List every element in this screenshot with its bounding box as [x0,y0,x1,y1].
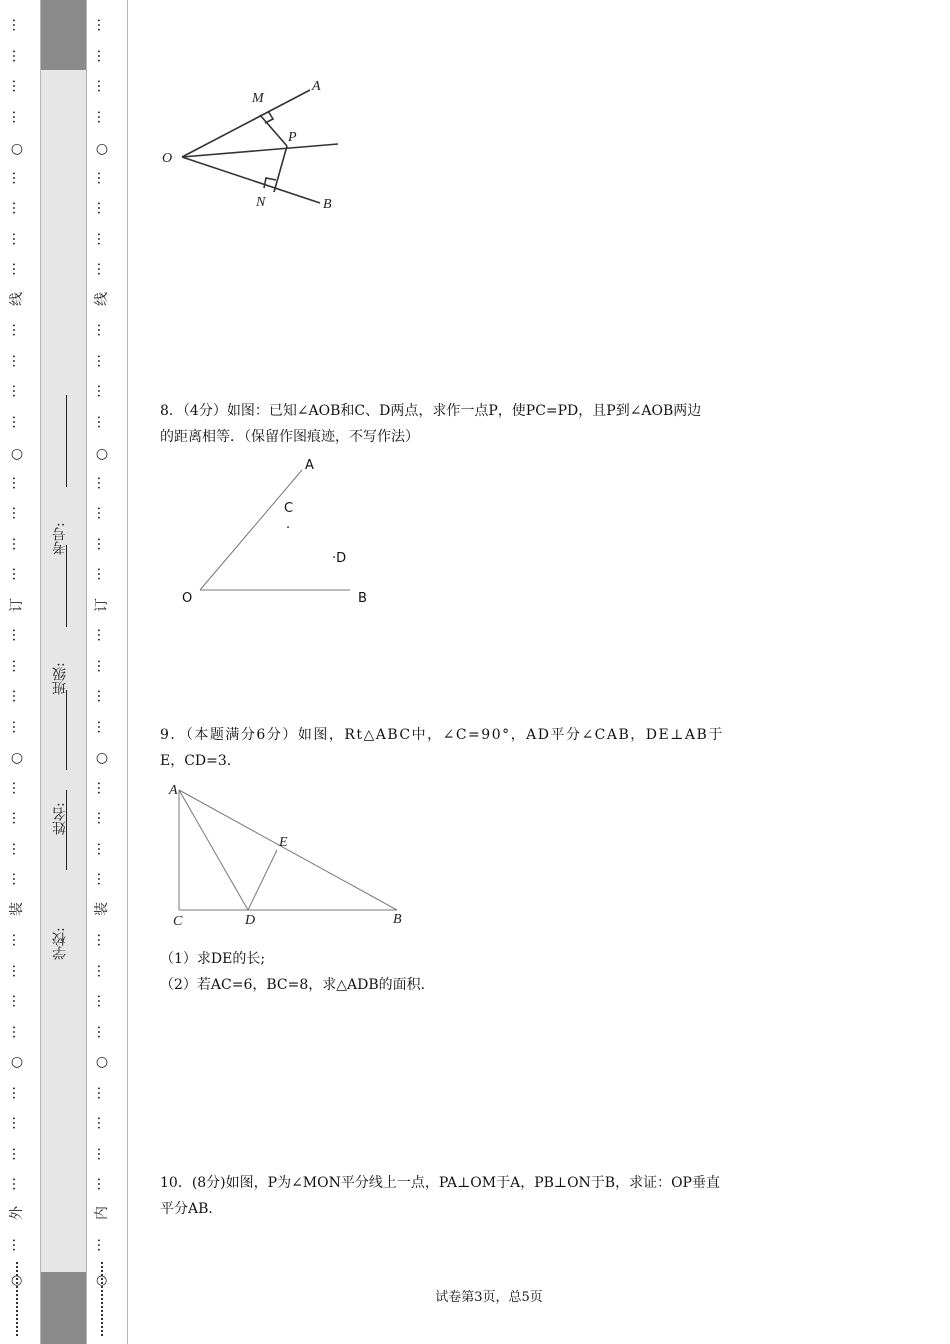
inner-binding-dots: … [94,537,110,551]
outer-binding-mark: 外 [9,1206,25,1220]
label-d-q9: D [245,913,256,928]
outer-binding-dots: … [9,720,25,734]
inner-binding-dots: … [94,1086,110,1100]
outer-binding-dots: … [9,232,25,246]
outer-binding-dots: … [9,201,25,215]
class-field [50,635,74,695]
label-o-q8: O [182,591,193,606]
outer-binding-mark: ○ [10,750,24,766]
inner-binding-dots: … [94,18,110,32]
outer-binding-dots: … [9,354,25,368]
inner-binding-tail-circle: ○ [96,1273,108,1288]
exam-no-field [50,495,74,555]
inner-binding-dots: … [94,659,110,673]
outer-binding-dots: … [9,1238,25,1252]
page-footer [0,1286,950,1305]
segment-mp [260,115,287,146]
question-10 [160,1170,800,1222]
label-c-q9: C [173,914,183,929]
inner-binding-dots: … [94,1025,110,1039]
outer-binding-dots: … [9,384,25,398]
outer-binding-dots: … [9,964,25,978]
label-d-q8: ·D [332,551,347,566]
question-9-line1: 9．（本题满分6分）如图，Rt△ABC中，∠C=90°，AD平分∠CAB，DE⊥AB于 [160,727,724,743]
margin-divider-right [127,0,128,1344]
outer-binding-tail-circle: ○ [11,1273,23,1288]
inner-binding-dots: … [94,1147,110,1161]
margin-divider-left [40,0,41,1344]
outer-binding-mark: ○ [10,446,24,462]
inner-binding-dots: … [94,964,110,978]
outer-binding-dots: … [9,1147,25,1161]
outer-binding-mark: 装 [9,902,25,916]
inner-binding-dots: … [94,781,110,795]
ray-ob [182,157,320,203]
inner-binding-dots: … [94,1238,110,1252]
outer-binding-dots: … [9,1086,25,1100]
inner-binding-mark: ○ [95,750,109,766]
outer-binding-dots: … [9,689,25,703]
outer-binding-dots: … [9,537,25,551]
inner-binding-dots: … [94,110,110,124]
question-9-part1: （1）求DE的长; [160,951,266,967]
question-9 [160,722,800,774]
inner-binding-dots: … [94,689,110,703]
inner-binding-dots: … [94,933,110,947]
label-e-q9: E [279,835,288,850]
page-number: 试卷第3页，总5页 [435,1290,543,1305]
inner-binding-dots: … [94,171,110,185]
binding-cap-bottom [41,1272,86,1344]
inner-binding-dots: … [94,354,110,368]
question-10-line1: 10．(8分)如图，P为∠MON平分线上一点，PA⊥OM于A，PB⊥ON于B，求证：OP垂直 [160,1175,720,1191]
label-b-q9: B [393,912,402,927]
inner-binding-dots: … [94,79,110,93]
segment-de [248,850,277,910]
inner-binding-dots: … [94,567,110,581]
label-c-q8: C [284,501,294,516]
outer-binding-dots: … [9,506,25,520]
question-9-parts [160,946,800,998]
inner-binding-mark: ○ [95,141,109,157]
label-m: M [252,91,264,106]
outer-binding-dots: … [9,872,25,886]
outer-binding-dots: … [9,18,25,32]
outer-binding-dots: … [9,49,25,63]
question-8-line1: 8．（4分）如图：已知∠AOB和C、D两点，求作一点P，使PC=PD，且P到∠AOB两边 [160,403,702,419]
outer-binding-dots: … [9,1116,25,1130]
ray-op [182,144,338,157]
binding-cap-top [41,0,86,70]
inner-binding-column [90,0,114,1344]
inner-binding-dots: … [94,232,110,246]
school-label: 学校: [52,927,68,960]
side-ab [179,790,397,910]
label-n: N [256,195,266,210]
point-c-q8: . [286,517,291,532]
outer-binding-dots: … [9,1025,25,1039]
inner-binding-dots: … [94,811,110,825]
question-9-line2: E，CD=3. [160,753,232,769]
question-8 [160,398,800,450]
inner-binding-dots: … [94,323,110,337]
outer-binding-mark: 订 [9,598,25,612]
inner-binding-mark: ○ [95,1054,109,1070]
inner-binding-dots: … [94,628,110,642]
inner-binding-mark: 线 [94,292,110,306]
outer-binding-dots: … [9,842,25,856]
class-underline [66,545,67,627]
figure-angle-aob-points-cd [170,450,390,615]
figure-right-triangle-abc [165,780,415,935]
question-8-line2: 的距离相等．（保留作图痕迹，不写作法） [160,429,419,445]
inner-binding-dots: … [94,476,110,490]
inner-binding-dots: … [94,994,110,1008]
inner-binding-dots: … [94,872,110,886]
label-a-q8: A [305,458,314,473]
label-b-q8: B [358,591,367,606]
inner-binding-mark: 装 [94,902,110,916]
outer-binding-mark: 线 [9,292,25,306]
outer-binding-dots: … [9,1177,25,1191]
question-10-line2: 平分AB. [160,1201,213,1217]
inner-binding-mark: 订 [94,598,110,612]
ray-oa [182,90,310,157]
inner-binding-dots: … [94,1177,110,1191]
outer-binding-dots: … [9,994,25,1008]
class-label: 班级: [52,662,68,695]
label-o: O [162,151,173,166]
outer-binding-dots: … [9,79,25,93]
outer-binding-dots: … [9,933,25,947]
outer-binding-dots: … [9,415,25,429]
inner-binding-dots: … [94,262,110,276]
school-field [50,880,74,960]
label-a: A [312,79,321,94]
label-a-q9: A [169,783,178,798]
outer-binding-dots: … [9,476,25,490]
inner-binding-dots: … [94,720,110,734]
figure-angle-bisector-mpn [160,70,360,220]
inner-binding-dots: … [94,201,110,215]
exam-no-label: 考号: [52,522,68,555]
outer-binding-dots: … [9,323,25,337]
outer-binding-dots: … [9,659,25,673]
outer-binding-dots: … [9,781,25,795]
outer-binding-dots: … [9,262,25,276]
inner-binding-dots: … [94,49,110,63]
outer-binding-mark: ○ [10,1054,24,1070]
label-p: P [288,130,297,145]
segment-ad [179,790,248,910]
outer-binding-dots: … [9,628,25,642]
outer-binding-dots: … [9,811,25,825]
margin-divider-mid [86,0,87,1344]
name-field [50,775,74,835]
name-label: 姓名: [52,802,68,835]
inner-binding-dots: … [94,384,110,398]
outer-binding-dots: … [9,171,25,185]
exam-no-underline [66,395,67,487]
inner-binding-mark: 内 [94,1206,110,1220]
outer-binding-dots: … [9,110,25,124]
outer-binding-mark: ○ [10,141,24,157]
inner-binding-dots: … [94,506,110,520]
name-underline [66,690,67,770]
inner-binding-dots: … [94,842,110,856]
inner-binding-mark: ○ [95,446,109,462]
outer-binding-column [5,0,29,1344]
outer-binding-dots: … [9,567,25,581]
inner-binding-dots: … [94,1116,110,1130]
segment-np [274,146,287,192]
inner-binding-dots: … [94,415,110,429]
question-9-part2: （2）若AC=6，BC=8，求△ADB的面积. [160,977,426,993]
label-b: B [323,197,332,212]
